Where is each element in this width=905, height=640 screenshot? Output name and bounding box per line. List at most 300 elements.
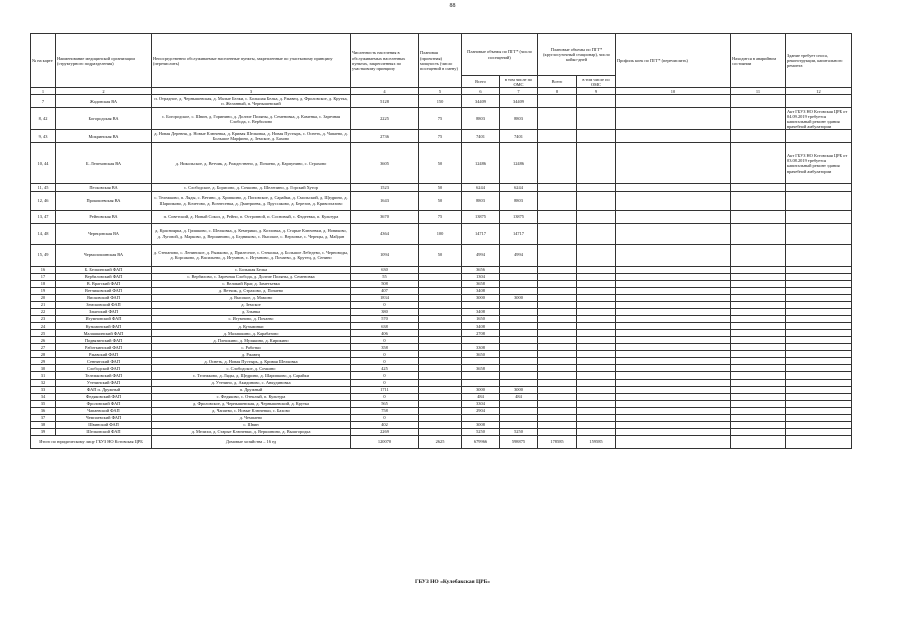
column-number: 5 <box>419 88 462 95</box>
table-cell: с. Большая Белка <box>152 266 351 273</box>
table-row <box>31 428 852 435</box>
table-row <box>31 294 852 301</box>
table-cell <box>731 330 786 337</box>
table-cell: 29 <box>31 358 56 365</box>
table-cell <box>786 407 852 414</box>
table-cell <box>500 407 538 414</box>
table-row <box>31 337 852 344</box>
table-cell <box>731 95 786 108</box>
table-cell: 3658 <box>462 280 500 287</box>
table-cell <box>731 294 786 301</box>
header-repair: Здание требует сноса, реконструкции, капитального ремонта <box>786 34 852 88</box>
table-cell: 7401 <box>462 130 500 143</box>
table-cell <box>616 372 731 379</box>
table-cell <box>731 301 786 308</box>
table-cell: Тележковский ФАП <box>56 372 152 379</box>
table-cell <box>786 95 852 108</box>
table-cell: 3656 <box>462 266 500 273</box>
table-cell <box>462 372 500 379</box>
table-cell <box>538 386 577 393</box>
table-cell: 4994 <box>462 244 500 266</box>
table-cell <box>786 308 852 315</box>
table-cell: Фроловский ФАП <box>56 400 152 407</box>
table-cell: Чермолошинская ВА <box>56 244 152 266</box>
table-cell <box>538 108 577 130</box>
table-cell: Висковский ФАП <box>56 294 152 301</box>
table-cell <box>616 400 731 407</box>
header-organization: Наименование медицинской организации (структурного подразделения) <box>56 34 152 88</box>
table-cell <box>419 308 462 315</box>
table-cell: 3000 <box>462 294 500 301</box>
table-cell: 13875 <box>500 210 538 223</box>
table-cell: 2225 <box>351 108 419 130</box>
table-cell <box>500 365 538 372</box>
table-cell <box>616 407 731 414</box>
table-cell <box>616 210 731 223</box>
subheader-total: Всего <box>538 76 577 88</box>
table-cell: с. Работки <box>152 344 351 351</box>
table-cell: 0 <box>351 393 419 400</box>
table-cell: 35 <box>31 400 56 407</box>
table-cell <box>786 386 852 393</box>
table-cell <box>462 379 500 386</box>
table-cell: 5250 <box>500 428 538 435</box>
table-cell <box>731 344 786 351</box>
table-cell: 1304 <box>462 273 500 280</box>
table-cell <box>500 315 538 322</box>
table-cell <box>731 210 786 223</box>
table-cell: Прокошевская ВА <box>56 191 152 210</box>
table-cell <box>786 191 852 210</box>
table-cell <box>731 130 786 143</box>
table-cell <box>419 280 462 287</box>
table-cell <box>419 266 462 273</box>
table-cell <box>538 351 577 358</box>
table-cell <box>577 223 616 244</box>
table-cell <box>577 143 616 184</box>
table-cell <box>786 315 852 322</box>
table-cell <box>538 210 577 223</box>
table-cell <box>731 407 786 414</box>
table-cell: 25 <box>31 330 56 337</box>
table-cell <box>419 344 462 351</box>
table-cell <box>500 266 538 273</box>
table-body <box>31 88 852 449</box>
table-cell <box>419 393 462 400</box>
header-population: Численность населения в обслуживаемых населенных пунктах, закрепленных по участковому принципу <box>351 34 419 88</box>
subheader-oms: в том числе по ОМС <box>577 76 616 88</box>
table-cell <box>419 273 462 280</box>
table-cell <box>616 273 731 280</box>
column-number: 9 <box>577 88 616 95</box>
table-cell: д. Степаново, с. Ленинское, д. Рыжково, д. Прилесное, с. Стеколка, д. Большое Лебедево, с. Черноводы, д. Корсаково, д. Васильево, д. Игумнов, с. Игумново, д. Почаево, д. Крутец, д. Сенино <box>152 244 351 266</box>
table-cell <box>577 372 616 379</box>
table-cell: Акт ГБУЗ НО Кстовская ЦРБ от 03.08.2019 требуется капитальный ремонт здания врачебной амбулатории <box>786 143 852 184</box>
table-row <box>31 344 852 351</box>
table-cell <box>577 323 616 330</box>
table-cell <box>786 365 852 372</box>
column-number: 8 <box>538 88 577 95</box>
table-cell: 34409 <box>462 95 500 108</box>
table-cell: 5128 <box>351 95 419 108</box>
table-cell <box>577 407 616 414</box>
table-row <box>31 400 852 407</box>
table-cell <box>577 393 616 400</box>
table-cell: Чапаевский ФАП <box>56 407 152 414</box>
table-cell: 0 <box>351 372 419 379</box>
table-cell: д. Кузьминки <box>152 323 351 330</box>
table-cell <box>616 280 731 287</box>
header-bed-profile: Профиль коек по ПГГ* (перечислить) <box>616 34 731 88</box>
table-cell: 3605 <box>351 143 419 184</box>
table-cell <box>786 301 852 308</box>
table-cell <box>577 358 616 365</box>
table-cell <box>731 358 786 365</box>
header-capacity: Плановая (проектная) мощность (число посещений в смену) <box>419 34 462 88</box>
table-cell <box>538 244 577 266</box>
table-cell: Федяковский ФАП <box>56 393 152 400</box>
table-cell: 4364 <box>351 223 419 244</box>
table-cell: 34 <box>31 393 56 400</box>
table-cell <box>419 330 462 337</box>
table-cell: 50 <box>419 244 462 266</box>
table-row <box>31 210 852 223</box>
table-cell <box>577 337 616 344</box>
table-cell <box>538 95 577 108</box>
table-row <box>31 414 852 421</box>
table-cell <box>538 414 577 421</box>
table-cell: 638 <box>351 323 419 330</box>
table-cell <box>419 386 462 393</box>
table-cell <box>731 280 786 287</box>
table-cell: 0 <box>351 351 419 358</box>
table-cell <box>731 421 786 428</box>
table-cell: 23 <box>31 315 56 322</box>
table-row <box>31 379 852 386</box>
table-row <box>31 421 852 428</box>
table-cell <box>500 337 538 344</box>
table-cell <box>616 301 731 308</box>
table-cell: п. Дружный <box>152 386 351 393</box>
table-cell <box>731 108 786 130</box>
table-cell <box>577 330 616 337</box>
table-cell <box>616 428 731 435</box>
table-cell <box>731 184 786 191</box>
table-cell <box>786 266 852 273</box>
table-cell: 2269 <box>351 428 419 435</box>
table-cell <box>419 365 462 372</box>
table-cell <box>786 210 852 223</box>
table-cell: 2904 <box>462 407 500 414</box>
table-cell: 75 <box>419 130 462 143</box>
table-cell: 508 <box>351 280 419 287</box>
table-cell <box>786 428 852 435</box>
table-row <box>31 287 852 294</box>
table-cell: 3650 <box>462 351 500 358</box>
table-cell <box>419 287 462 294</box>
table-cell: 75 <box>419 210 462 223</box>
table-cell <box>538 280 577 287</box>
table-cell: 0 <box>351 358 419 365</box>
column-number: 3 <box>152 88 351 95</box>
table-cell <box>616 393 731 400</box>
table-cell <box>786 280 852 287</box>
table-cell: 10, 44 <box>31 143 56 184</box>
table-cell: п. Отрадное, д. Чернышевская, д. Малые Белки, с. Большая Белка, д. Ржавец, д. Фроловское, д. Крутка, п. Желанный, п. Чернышевский <box>152 95 351 108</box>
table-cell <box>577 351 616 358</box>
table-cell: 3000 <box>500 386 538 393</box>
table-cell: 50 <box>419 184 462 191</box>
table-cell <box>616 294 731 301</box>
table-cell <box>577 95 616 108</box>
table-cell: 758 <box>351 407 419 414</box>
subheader-oms: в том числе по ОМС <box>500 76 538 88</box>
table-cell: 3670 <box>351 210 419 223</box>
total-cell: 120070 <box>351 436 419 449</box>
table-cell: 22 <box>31 308 56 315</box>
table-cell: Песковская ВА <box>56 184 152 191</box>
table-cell: 630 <box>351 266 419 273</box>
column-number: 7 <box>500 88 538 95</box>
table-cell <box>577 280 616 287</box>
table-cell: 37 <box>31 414 56 421</box>
table-cell <box>786 287 852 294</box>
table-cell <box>616 315 731 322</box>
table-cell <box>577 379 616 386</box>
table-row <box>31 143 852 184</box>
column-number: 2 <box>56 88 152 95</box>
table-row <box>31 315 852 322</box>
table-cell <box>500 372 538 379</box>
table-cell <box>731 266 786 273</box>
table-cell: 19 <box>31 287 56 294</box>
table-cell <box>538 407 577 414</box>
table-cell: Слободской ФАП <box>56 365 152 372</box>
table-cell <box>577 244 616 266</box>
table-cell <box>616 244 731 266</box>
table-cell: 7401 <box>500 130 538 143</box>
table-cell <box>731 351 786 358</box>
table-cell: с. Швин <box>152 421 351 428</box>
table-cell: 14, 48 <box>31 223 56 244</box>
table-cell <box>419 400 462 407</box>
table-cell: 34409 <box>500 95 538 108</box>
table-row <box>31 372 852 379</box>
total-cell: 2625 <box>419 436 462 449</box>
table-cell: 3000 <box>500 294 538 301</box>
total-cell: 598875 <box>500 436 538 449</box>
table-cell <box>616 344 731 351</box>
column-number: 6 <box>462 88 500 95</box>
table-cell: д. Чемпаево <box>152 414 351 421</box>
table-cell: с. Тележково, д. Ляды, д. Щедрино, д. Шарипково, д. Сарайки <box>152 372 351 379</box>
table-cell <box>786 421 852 428</box>
table-cell: 100 <box>419 223 462 244</box>
table-cell <box>616 379 731 386</box>
table-cell: 2708 <box>462 330 500 337</box>
table-cell: 150 <box>419 95 462 108</box>
table-cell: 55 <box>351 273 419 280</box>
table-cell: 14717 <box>500 223 538 244</box>
table-cell <box>731 191 786 210</box>
table-row <box>31 130 852 143</box>
table-cell <box>500 344 538 351</box>
table-cell <box>500 421 538 428</box>
table-cell <box>731 393 786 400</box>
total-cell: 159585 <box>577 436 616 449</box>
table-cell <box>419 372 462 379</box>
table-cell <box>538 143 577 184</box>
table-cell <box>538 330 577 337</box>
table-cell: 3408 <box>462 323 500 330</box>
table-cell <box>419 337 462 344</box>
table-cell <box>616 414 731 421</box>
table-cell <box>786 223 852 244</box>
table-cell: Акт ГБУЗ НО Кстовская ЦРБ от 04.09.2019 требуется капитальный ремонт здания врачебной амбулатории <box>786 108 852 130</box>
total-cell <box>786 436 852 449</box>
table-cell <box>616 143 731 184</box>
table-cell: 1834 <box>351 294 419 301</box>
table-cell <box>419 428 462 435</box>
table-cell: д. Малашкино, д. Карабатово <box>152 330 351 337</box>
table-cell <box>616 191 731 210</box>
table-cell: 1523 <box>351 184 419 191</box>
table-cell <box>577 421 616 428</box>
table-cell: 0 <box>351 379 419 386</box>
table-cell <box>538 301 577 308</box>
table-cell: 358 <box>351 344 419 351</box>
table-cell <box>577 315 616 322</box>
table-cell <box>616 287 731 294</box>
table-cell: д. Никольское, д. Ветчик, д. Рождествено, д. Почаево, д. Карпунино, с. Страхово <box>152 143 351 184</box>
table-cell <box>577 191 616 210</box>
table-cell: 30 <box>31 365 56 372</box>
table-cell: 8803 <box>500 191 538 210</box>
table-cell <box>538 344 577 351</box>
table-cell: ФАП п. Дружный <box>56 386 152 393</box>
table-cell: д. Чапаево, с. Новые Ключевки, с. Бахово <box>152 407 351 414</box>
table-cell: 15, 49 <box>31 244 56 266</box>
table-cell: 570 <box>351 315 419 322</box>
table-row <box>31 365 852 372</box>
table-cell <box>538 266 577 273</box>
table-cell: 50 <box>419 191 462 210</box>
table-cell <box>538 323 577 330</box>
total-cell: 679966 <box>462 436 500 449</box>
table-cell: Рейновская ВА <box>56 210 152 223</box>
table-cell <box>577 294 616 301</box>
table-cell <box>419 323 462 330</box>
table-cell <box>500 301 538 308</box>
table-cell <box>538 287 577 294</box>
table-cell: 1094 <box>351 244 419 266</box>
table-cell <box>731 337 786 344</box>
table-cell: с. Слободское, д. Борисово, д. Сочкино, д. Шелепино, д. Горский Хутор <box>152 184 351 191</box>
table-cell <box>577 266 616 273</box>
table-cell <box>500 379 538 386</box>
table-cell <box>731 400 786 407</box>
table-cell: 32 <box>31 379 56 386</box>
table-cell: Вербиловский ФАП <box>56 273 152 280</box>
table-cell: д. Злынка <box>152 308 351 315</box>
table-cell <box>786 130 852 143</box>
table-cell <box>786 184 852 191</box>
table-cell: с. Великий Враг, д. Заметьевка <box>152 280 351 287</box>
table-cell: 6244 <box>462 184 500 191</box>
table-cell <box>500 323 538 330</box>
table-cell <box>577 365 616 372</box>
table-cell <box>500 351 538 358</box>
column-number: 1 <box>31 88 56 95</box>
table-cell <box>786 414 852 421</box>
table-cell <box>419 301 462 308</box>
table-cell <box>577 108 616 130</box>
table-cell: 406 <box>351 330 419 337</box>
table-cell: д. Земское <box>152 301 351 308</box>
table-cell <box>538 393 577 400</box>
table-cell <box>731 372 786 379</box>
table-cell <box>577 344 616 351</box>
table-cell: с. Богородское, с. Швин, д. Горинино, д. Долгие Поляны, д. Семеновка, д. Каменка, с. Заречная Слобода, с. Вербилово <box>152 108 351 130</box>
table-cell <box>538 191 577 210</box>
table-cell: Жадовская ВА <box>56 95 152 108</box>
column-number: 11 <box>731 88 786 95</box>
table-cell <box>786 344 852 351</box>
table-cell <box>616 184 731 191</box>
table-cell <box>538 421 577 428</box>
table-cell <box>616 223 731 244</box>
table-cell <box>419 294 462 301</box>
table-cell <box>577 301 616 308</box>
table-cell: 565 <box>351 400 419 407</box>
table-cell: 75 <box>419 108 462 130</box>
table-cell: 2736 <box>351 130 419 143</box>
table-cell: 20 <box>31 294 56 301</box>
table-cell <box>500 308 538 315</box>
header-bed-days: Плановые объемы по ПГГ* (круглосуточный стационар), число койко-дней <box>538 34 616 76</box>
facilities-table <box>30 33 852 449</box>
table-cell: Ржавский ФАП <box>56 351 152 358</box>
table-cell: Мокринская ВА <box>56 130 152 143</box>
table-cell: Чемпаевский ФАП <box>56 414 152 421</box>
table-cell: д. Плешкино, д. Мулякино, д. Кирикино <box>152 337 351 344</box>
table-cell: Кузьминский ФАП <box>56 323 152 330</box>
table-row <box>31 280 852 287</box>
table-cell <box>500 287 538 294</box>
table-cell <box>731 223 786 244</box>
table-cell: 484 <box>500 393 538 400</box>
table-cell <box>538 379 577 386</box>
table-cell <box>577 184 616 191</box>
table-cell: 3658 <box>462 365 500 372</box>
table-cell: 33 <box>31 386 56 393</box>
table-cell <box>786 337 852 344</box>
table-row <box>31 323 852 330</box>
table-cell: 8, 42 <box>31 108 56 130</box>
column-number: 10 <box>616 88 731 95</box>
table-cell <box>538 365 577 372</box>
table-cell <box>731 143 786 184</box>
table-cell: Малашкинский ФАП <box>56 330 152 337</box>
table-cell: д. Ветчик, д. Страхово, д. Почаево <box>152 287 351 294</box>
table-cell <box>538 428 577 435</box>
table-cell <box>577 428 616 435</box>
total-cell: 178585 <box>538 436 577 449</box>
table-cell: 12486 <box>500 143 538 184</box>
table-cell: с. Вербилово, с. Заречная Слобода, д. Долгие Поляны, д. Семеновка <box>152 273 351 280</box>
table-cell: 16 <box>31 266 56 273</box>
table-cell <box>577 287 616 294</box>
